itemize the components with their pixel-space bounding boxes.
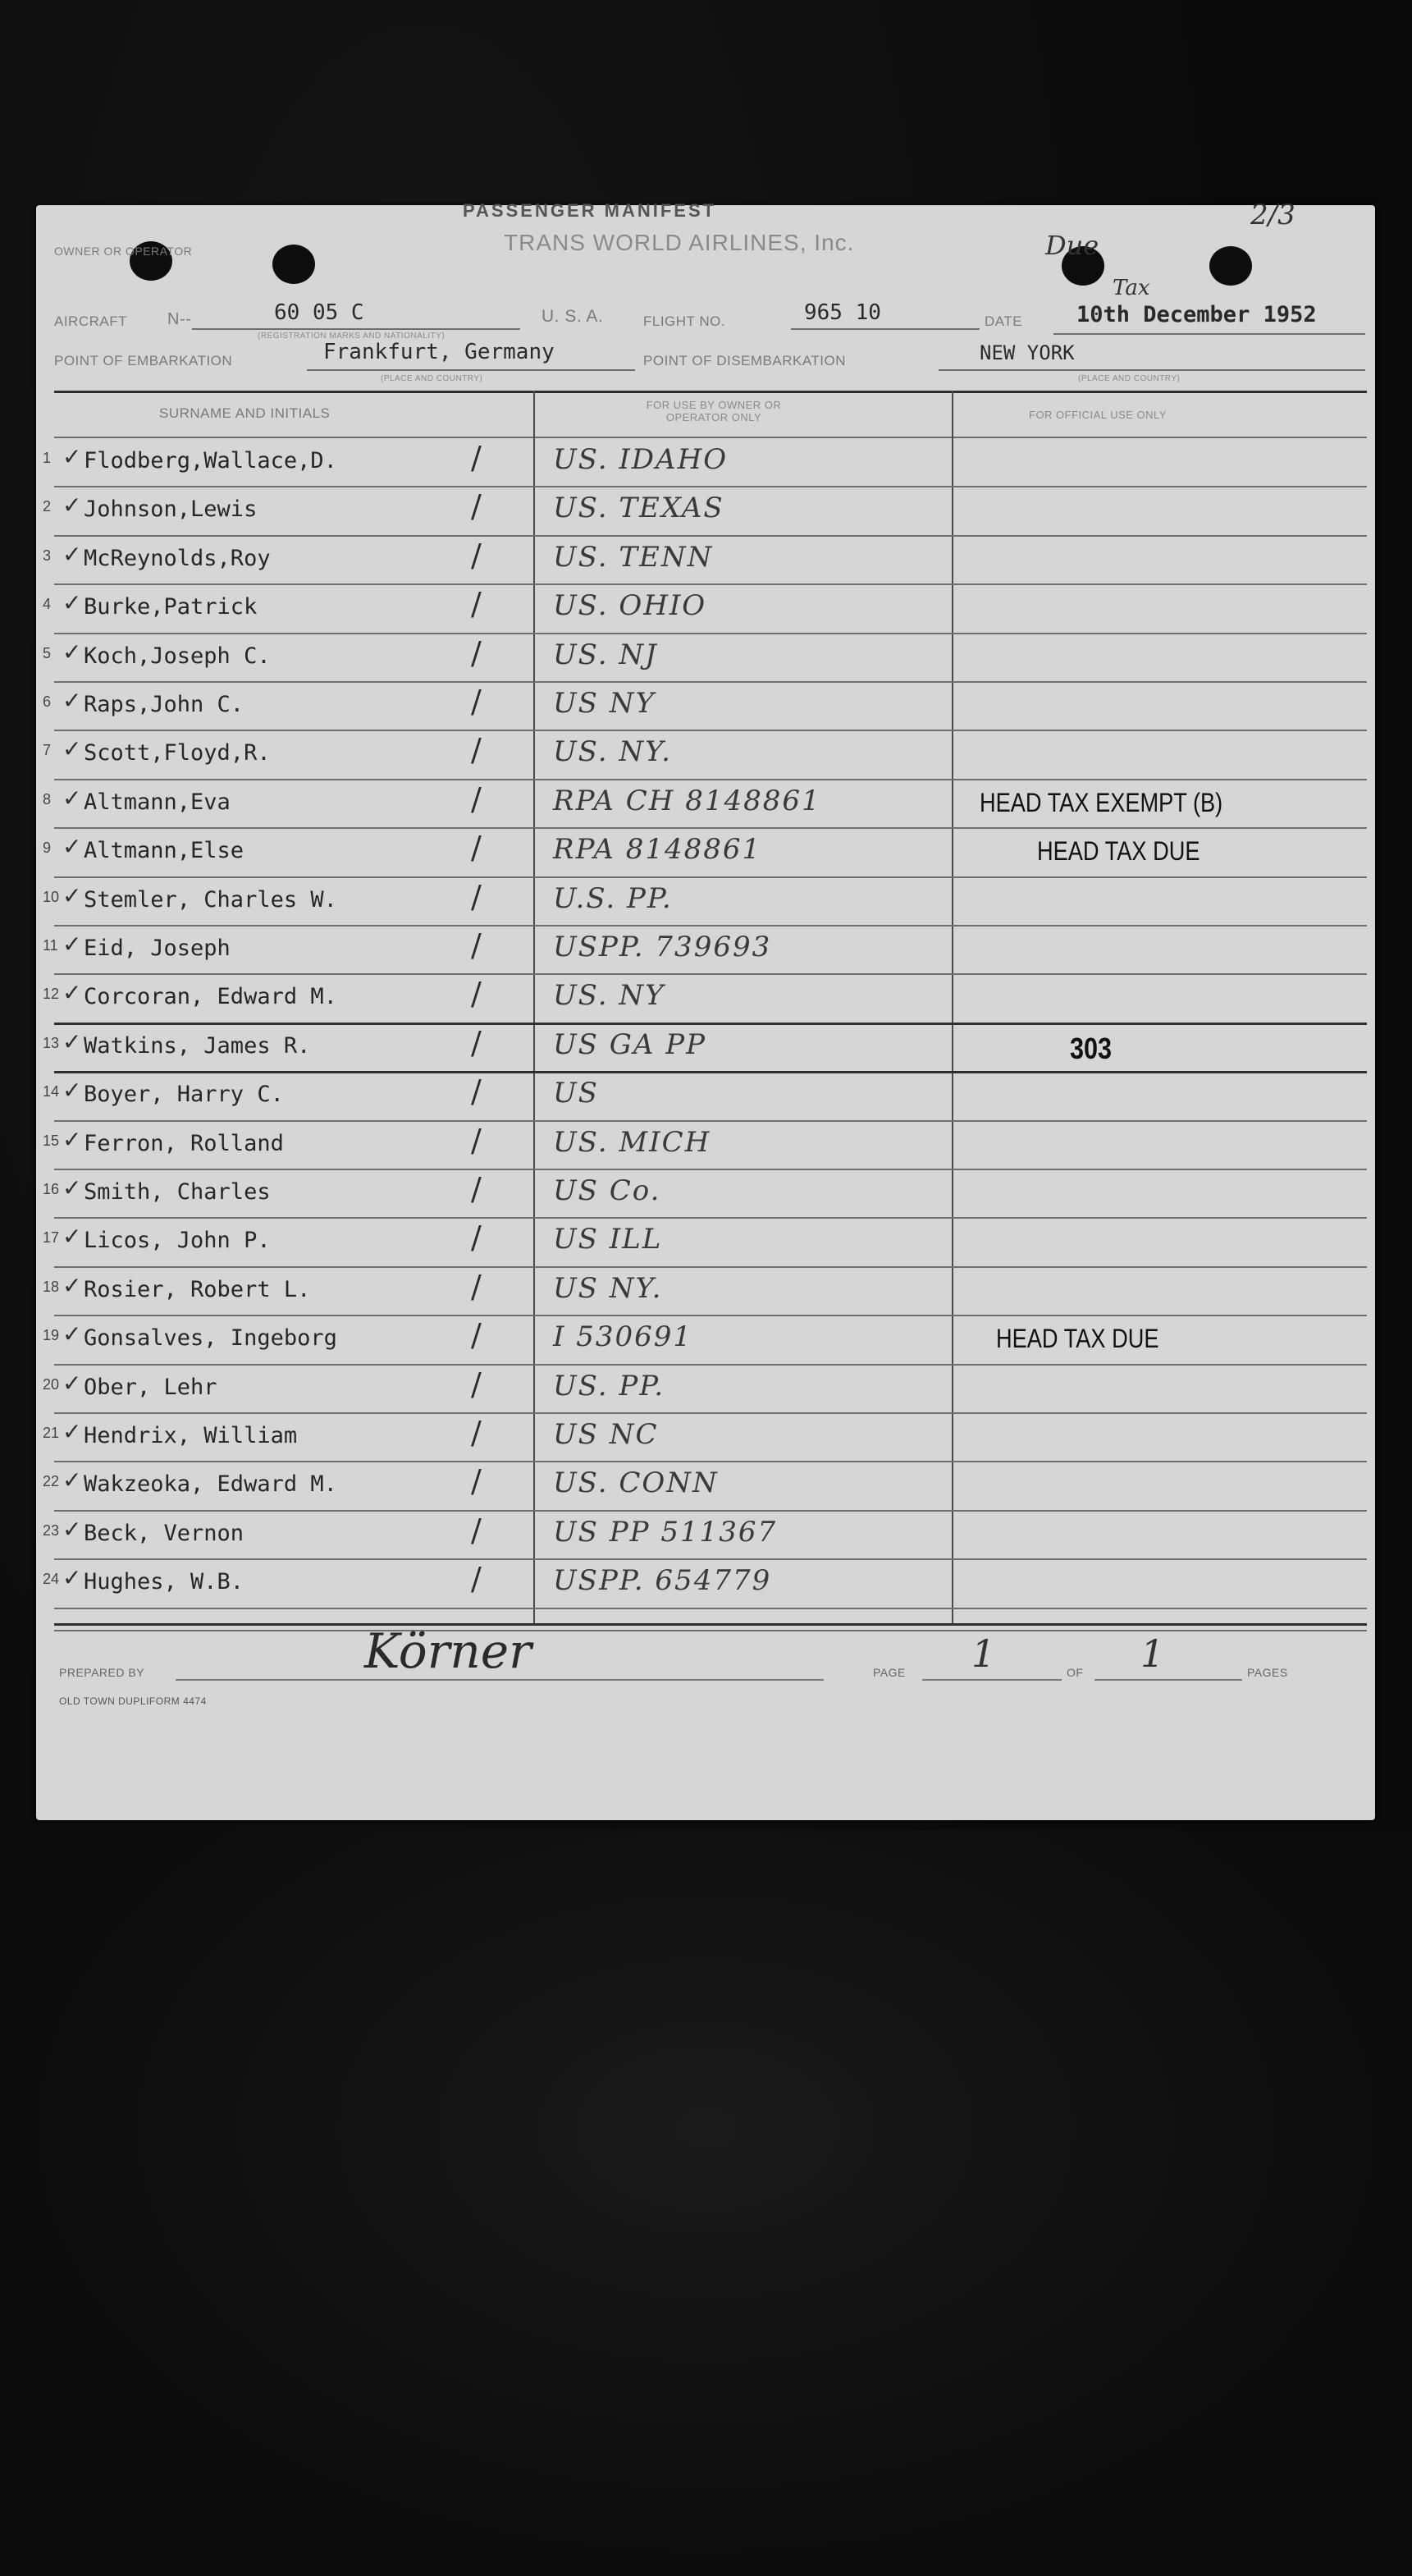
passenger-row xyxy=(36,1072,1332,1120)
checkmark-icon: ✓ xyxy=(62,589,82,617)
prepared-by-signature: Körner xyxy=(364,1623,532,1679)
passenger-owner-note: USPP. 739693 xyxy=(553,931,772,963)
tally-mark-icon: / xyxy=(471,440,482,476)
passenger-owner-note: US. OHIO xyxy=(553,589,707,623)
passenger-owner-note: US NY xyxy=(553,687,656,720)
passenger-number: 20 xyxy=(43,1375,60,1393)
passenger-owner-note: US. CONN xyxy=(553,1466,719,1500)
tally-mark-icon: / xyxy=(471,830,482,867)
passenger-number: 21 xyxy=(43,1425,60,1441)
flight-label: FLIGHT NO. xyxy=(643,313,726,329)
passenger-name: Wakzeoka, Edward M. xyxy=(84,1471,337,1498)
passenger-name: Corcoran, Edward M. xyxy=(84,984,337,1010)
tally-mark-icon: / xyxy=(471,1171,482,1207)
passenger-name: Flodberg,Wallace,D. xyxy=(84,448,337,474)
manifest-sheet xyxy=(36,199,1375,1820)
passenger-owner-note: US. NY xyxy=(553,979,665,1013)
passenger-owner-note: US. TEXAS xyxy=(553,492,724,525)
passenger-number: 16 xyxy=(43,1181,60,1197)
tally-mark-icon: / xyxy=(471,1366,482,1402)
aircraft-prefix: N-- xyxy=(167,310,192,328)
passenger-name: Beck, Vernon xyxy=(84,1520,244,1546)
tally-mark-icon: / xyxy=(471,1122,482,1159)
passenger-row xyxy=(36,682,1332,730)
column-header-name: SURNAME AND INITIALS xyxy=(159,405,331,421)
passenger-row xyxy=(36,1315,1332,1364)
checkmark-icon: ✓ xyxy=(62,1125,82,1153)
disembark-caption: (PLACE AND COUNTRY) xyxy=(1078,374,1181,383)
passenger-number: 17 xyxy=(43,1229,60,1247)
passenger-number: 5 xyxy=(43,644,52,661)
checkmark-icon: ✓ xyxy=(62,1271,82,1299)
passenger-name: Licos, John P. xyxy=(84,1228,271,1254)
passenger-name: Stemler, Charles W. xyxy=(84,886,337,913)
passenger-owner-note: US ILL xyxy=(553,1223,663,1256)
passenger-owner-note: US. PP. xyxy=(553,1369,665,1402)
checkmark-icon: ✓ xyxy=(62,1077,82,1105)
passenger-number: 1 xyxy=(43,450,52,466)
passenger-number: 3 xyxy=(43,547,52,564)
tally-mark-icon: / xyxy=(471,684,482,720)
checkmark-icon: ✓ xyxy=(62,540,82,568)
checkmark-icon: ✓ xyxy=(62,687,82,714)
punch-hole-2 xyxy=(272,245,315,284)
pages-value: 1 xyxy=(1140,1631,1165,1676)
tally-mark-icon: / xyxy=(471,634,482,671)
tally-mark-icon: / xyxy=(471,537,482,574)
form-note: OLD TOWN DUPLIFORM 4474 xyxy=(59,1695,207,1707)
column-header-owner-use: FOR USE BY OWNER OR OPERATOR ONLY xyxy=(646,399,782,423)
passenger-name: McReynolds,Roy xyxy=(84,545,271,571)
manifest-title: PASSENGER MANIFEST xyxy=(463,200,717,221)
tally-mark-icon: / xyxy=(471,732,482,769)
punch-hole-4 xyxy=(1209,246,1252,286)
registration-caption: (REGISTRATION MARKS AND NATIONALITY) xyxy=(258,332,446,341)
tally-mark-icon: / xyxy=(471,1024,482,1061)
tally-mark-icon: / xyxy=(471,1219,482,1256)
passenger-official-note: HEAD TAX EXEMPT (B) xyxy=(980,787,1223,817)
passenger-row xyxy=(36,828,1332,876)
passenger-name: Altmann,Eva xyxy=(84,789,231,815)
passenger-row xyxy=(36,974,1332,1023)
passenger-owner-note: US. NY. xyxy=(553,735,672,769)
passenger-row xyxy=(36,1511,1332,1559)
checkmark-icon: ✓ xyxy=(62,979,82,1007)
passenger-owner-note: RPA 8148861 xyxy=(553,833,762,867)
corner-note-tax: Tax xyxy=(1113,276,1150,300)
prepared-by-label: PREPARED BY xyxy=(59,1666,145,1679)
checkmark-icon: ✓ xyxy=(62,1223,82,1251)
passenger-row xyxy=(36,1121,1332,1169)
tally-mark-icon: / xyxy=(471,1561,482,1598)
checkmark-icon: ✓ xyxy=(62,1515,82,1543)
date-label: DATE xyxy=(985,313,1023,329)
checkmark-icon: ✓ xyxy=(62,1418,82,1445)
passenger-official-note: HEAD TAX DUE xyxy=(996,1324,1159,1354)
checkmark-icon: ✓ xyxy=(62,1466,82,1494)
passenger-name: Eid, Joseph xyxy=(84,936,231,961)
passenger-row xyxy=(36,1559,1332,1608)
tally-mark-icon: / xyxy=(471,1512,482,1549)
passenger-name: Watkins, James R. xyxy=(84,1032,311,1059)
tally-mark-icon: / xyxy=(471,927,482,963)
nationality: U. S. A. xyxy=(541,307,604,326)
disembark-label: POINT OF DISEMBARKATION xyxy=(643,353,847,368)
passenger-number: 9 xyxy=(43,840,52,857)
passenger-number: 13 xyxy=(43,1034,60,1051)
passenger-owner-note: US NY. xyxy=(553,1271,663,1305)
passenger-owner-note: RPA CH 8148861 xyxy=(553,784,821,817)
checkmark-icon: ✓ xyxy=(62,735,82,763)
passenger-row xyxy=(36,584,1332,633)
tally-mark-icon: / xyxy=(471,1268,482,1305)
checkmark-icon: ✓ xyxy=(62,784,82,812)
passenger-row xyxy=(36,487,1332,535)
checkmark-icon: ✓ xyxy=(62,931,82,958)
passenger-number: 11 xyxy=(43,937,58,954)
checkmark-icon: ✓ xyxy=(62,1564,82,1592)
passenger-name: Ober, Lehr xyxy=(84,1374,217,1400)
passenger-number: 19 xyxy=(43,1327,60,1344)
page-value: 1 xyxy=(971,1631,996,1676)
flight-value: 965 10 xyxy=(804,300,881,325)
passenger-row xyxy=(36,730,1332,779)
tally-mark-icon: / xyxy=(471,1463,482,1500)
checkmark-icon: ✓ xyxy=(62,833,82,861)
passenger-name: Altmann,Else xyxy=(84,838,244,864)
page-label: PAGE xyxy=(873,1666,906,1679)
checkmark-icon: ✓ xyxy=(62,881,82,909)
passenger-number: 15 xyxy=(43,1132,60,1149)
passenger-number: 14 xyxy=(43,1083,60,1100)
passenger-row xyxy=(36,926,1332,974)
tally-mark-icon: / xyxy=(471,1317,482,1354)
passenger-owner-note: US GA PP xyxy=(553,1027,707,1061)
embark-label: POINT OF EMBARKATION xyxy=(54,353,233,368)
checkmark-icon: ✓ xyxy=(62,443,82,470)
tally-mark-icon: / xyxy=(471,586,482,623)
corner-note-fraction: 2/3 xyxy=(1250,199,1295,231)
checkmark-icon: ✓ xyxy=(62,1174,82,1201)
passenger-row xyxy=(36,438,1332,487)
passenger-number: 6 xyxy=(43,693,52,710)
embark-caption: (PLACE AND COUNTRY) xyxy=(381,374,483,383)
passenger-row xyxy=(36,1365,1332,1413)
passenger-row xyxy=(36,780,1332,828)
passenger-row xyxy=(36,1267,1332,1315)
passenger-number: 4 xyxy=(43,596,52,613)
passenger-number: 8 xyxy=(43,790,52,808)
passenger-owner-note: U.S. PP. xyxy=(553,881,673,915)
passenger-name: Smith, Charles xyxy=(84,1179,271,1205)
tally-mark-icon: / xyxy=(471,1073,482,1110)
passenger-name: Burke,Patrick xyxy=(84,594,258,620)
passenger-number: 24 xyxy=(43,1571,60,1588)
pages-label: PAGES xyxy=(1247,1666,1288,1679)
embark-value: Frankfurt, Germany xyxy=(323,340,555,364)
passenger-row xyxy=(36,536,1332,584)
passenger-name: Hendrix, William xyxy=(84,1423,298,1448)
passenger-name: Scott,Floyd,R. xyxy=(84,740,271,766)
passenger-official-note: 303 xyxy=(1070,1031,1113,1065)
passenger-owner-note: US NC xyxy=(553,1418,659,1451)
passenger-owner-note: US PP 511367 xyxy=(553,1515,778,1549)
tally-mark-icon: / xyxy=(471,976,482,1013)
passenger-name: Rosier, Robert L. xyxy=(84,1276,311,1302)
passenger-row xyxy=(36,634,1332,682)
passenger-name: Raps,John C. xyxy=(84,692,244,717)
passenger-number: 7 xyxy=(43,742,52,759)
disembark-value: NEW YORK xyxy=(980,341,1075,364)
passenger-row xyxy=(36,1218,1332,1266)
checkmark-icon: ✓ xyxy=(62,1320,82,1348)
passenger-row xyxy=(36,1023,1332,1072)
tally-mark-icon: / xyxy=(471,488,482,525)
passenger-name: Hughes, W.B. xyxy=(84,1569,244,1595)
row-divider xyxy=(54,1608,1367,1609)
passenger-number: 10 xyxy=(43,888,60,905)
aircraft-value: 60 05 C xyxy=(274,300,364,325)
passenger-name: Johnson,Lewis xyxy=(84,496,258,523)
of-label: OF xyxy=(1067,1666,1084,1679)
passenger-official-note: HEAD TAX DUE xyxy=(1037,836,1200,867)
passenger-row xyxy=(36,877,1332,926)
column-header-official-use: FOR OFFICIAL USE ONLY xyxy=(1029,409,1167,421)
passenger-number: 18 xyxy=(43,1278,60,1295)
passenger-number: 12 xyxy=(43,986,60,1003)
passenger-row xyxy=(36,1462,1332,1510)
passenger-name: Ferron, Rolland xyxy=(84,1130,284,1156)
passenger-owner-note: US. NJ xyxy=(553,638,658,671)
passenger-owner-note: US. MICH xyxy=(553,1125,711,1159)
passenger-number: 2 xyxy=(43,498,52,515)
owner-label: OWNER OR OPERATOR xyxy=(54,245,193,258)
passenger-row xyxy=(36,1169,1332,1218)
tally-mark-icon: / xyxy=(471,780,482,817)
passenger-owner-note: US xyxy=(553,1077,599,1110)
corner-note-due: Due xyxy=(1045,230,1099,261)
passenger-number: 23 xyxy=(43,1521,60,1539)
checkmark-icon: ✓ xyxy=(62,638,82,666)
checkmark-icon: ✓ xyxy=(62,1027,82,1055)
passenger-number: 22 xyxy=(43,1473,60,1490)
passenger-owner-note: US. TENN xyxy=(553,540,714,574)
passenger-owner-note: US. IDAHO xyxy=(553,443,729,476)
passenger-owner-note: US Co. xyxy=(553,1174,661,1207)
passenger-row xyxy=(36,1413,1332,1462)
passenger-owner-note: I 530691 xyxy=(553,1320,693,1354)
passenger-owner-note: USPP. 654779 xyxy=(553,1564,772,1598)
tally-mark-icon: / xyxy=(471,1415,482,1451)
passenger-name: Boyer, Harry C. xyxy=(84,1082,284,1108)
checkmark-icon: ✓ xyxy=(62,492,82,519)
aircraft-label: AIRCRAFT xyxy=(54,313,127,329)
checkmark-icon: ✓ xyxy=(62,1369,82,1397)
tally-mark-icon: / xyxy=(471,878,482,915)
passenger-name: Koch,Joseph C. xyxy=(84,643,271,669)
owner-value: TRANS WORLD AIRLINES, Inc. xyxy=(504,230,855,255)
passenger-name: Gonsalves, Ingeborg xyxy=(84,1325,337,1352)
scan-lower-area xyxy=(0,1830,1412,2576)
date-value: 10th December 1952 xyxy=(1076,302,1317,327)
